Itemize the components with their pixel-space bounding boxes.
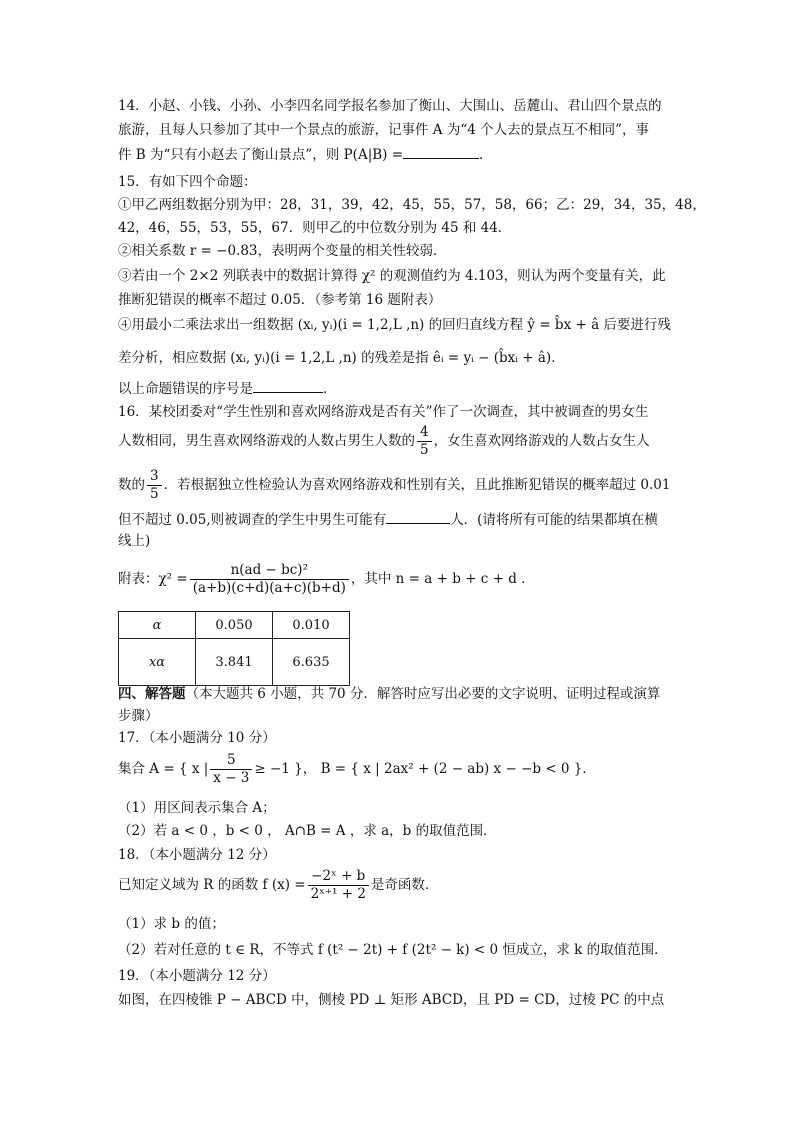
q18-sub1: （1）求 b 的值；	[118, 916, 225, 932]
q15-title: 15．有如下四个命题：	[118, 174, 257, 190]
formula-tail: ，其中 n = a + b + c + d ．	[350, 571, 535, 587]
q17-sub2: （2）若 a < 0 ，b < 0 ， A∩B = A ，求 a，b 的取值范围．	[118, 823, 497, 839]
critical-value-table	[118, 611, 350, 686]
fraction-numerator: 4	[417, 424, 432, 442]
set-a-prefix: 集合 A = { x |	[118, 761, 209, 777]
fraction-numerator: −2ˣ + b	[308, 868, 369, 886]
q17-set-definition	[118, 752, 596, 787]
q14-line3-text: 件 B 为“只有小赵去了衡山景点”，则 P(A|B) =	[118, 147, 404, 163]
table-cell: 0.050	[196, 612, 273, 639]
q17-title: 17．（本小题满分 10 分）	[118, 730, 276, 746]
q17-sub1: （1）用区间表示集合 A；	[118, 800, 276, 816]
q15-ask-end: ．	[323, 381, 337, 397]
q18-title: 18．（本小题满分 12 分）	[118, 847, 276, 863]
q16-line2-text-end: ，女生喜欢网络游戏的人数占女生人	[433, 433, 650, 449]
fraction-denominator: (a+b)(c+d)(a+c)(b+d)	[192, 580, 346, 596]
q15-ask-text: 以上命题错误的序号是	[118, 381, 253, 397]
q16-answer-blank[interactable]	[386, 509, 450, 524]
q16-line2-text: 人数相同，男生喜欢网络游戏的人数占男生人数的	[118, 433, 415, 449]
fraction-numerator: 5	[210, 752, 252, 770]
q15-answer-blank[interactable]	[253, 378, 323, 393]
q16-line4-text: 但不超过 0.05,则被调查的学生中男生可能有	[118, 512, 387, 528]
q16-line5: 线上)	[118, 533, 151, 549]
function-prefix: 已知定义域为 R 的函数 f (x) =	[118, 877, 306, 893]
q14-line1: 14．小赵、小钱、小孙、小李四名同学报名参加了衡山、大围山、岳麓山、君山四个景点的	[118, 98, 662, 114]
q14-line3	[118, 144, 493, 165]
q14-answer-blank[interactable]	[403, 144, 479, 159]
q15-prop3a: ③若由一个 2×2 列联表中的数据计算得 χ² 的观测值约为 4.103，则认为两个变量有关，此	[118, 268, 666, 284]
table-cell: xα	[119, 639, 196, 686]
q16-line2	[118, 424, 650, 459]
fraction-4-5	[417, 424, 432, 459]
function-suffix: 是奇函数．	[370, 877, 439, 893]
section-heading: 四、解答题	[118, 686, 186, 702]
table-cell: α	[119, 612, 196, 639]
q16-line3-text-end: ．若根据独立性检验认为喜欢网络游戏和性别有关，且此推断犯错误的概率超过 0.01	[163, 477, 671, 493]
q16-line1: 16．某校团委对“学生性别和喜欢网络游戏是否有关”作了一次调查，其中被调查的男女生	[118, 404, 649, 420]
q15-prop1a: ①甲乙两组数据分别为甲：28，31，39，42，45，55，57，58，66；乙：29，34，35，48，	[118, 197, 706, 213]
fraction-3-5	[147, 468, 162, 503]
fraction-denominator: 2ˣ⁺¹ + 2	[310, 886, 366, 902]
section4-heading-line	[118, 684, 660, 704]
table-row	[119, 639, 350, 686]
q14-line3-end: ．	[479, 147, 493, 163]
fraction-5-over-x-minus-3	[210, 752, 252, 787]
q15-prop1b: 42，46，55，53，55，67．则甲乙的中位数分别为 45 和 44．	[118, 220, 512, 236]
fraction-denominator: 5	[150, 486, 159, 502]
fraction-denominator: x − 3	[213, 770, 250, 786]
appendix-label: 附表：χ² =	[118, 571, 188, 587]
q18-sub2: （2）若对任意的 t ∈ R，不等式 f (t² − 2t) + f (2t² − k) < 0 恒成立，求 k 的取值范围．	[118, 942, 668, 958]
function-fraction	[308, 868, 369, 903]
q16-line3-text: 数的	[118, 477, 145, 493]
fraction-numerator: n(ad − bc)²	[190, 562, 349, 580]
q15-prop4a: ④用最小二乘法求出一组数据 (xᵢ, yᵢ)(i = 1,2,L ,n) 的回归直线方程 ŷ = b̂x + â 后要进行残	[118, 317, 671, 333]
q14-line2: 旅游，且每人只参加了其中一个景点的旅游，记事件 A 为“4 个人去的景点互不相同”，事	[118, 122, 650, 138]
table-cell: 6.635	[273, 639, 350, 686]
q16-appendix-formula	[118, 562, 535, 597]
section-description: （本大题共 6 小题，共 70 分．解答时应写出必要的文字说明、证明过程或演算	[185, 686, 661, 702]
q16-line4	[118, 509, 658, 530]
q19-line1: 如图，在四棱锥 P − ABCD 中，侧棱 PD ⊥ 矩形 ABCD，且 PD = CD，过棱 PC 的中点	[118, 992, 665, 1008]
q19-title: 19．（本小题满分 12 分）	[118, 968, 276, 984]
q15-ask	[118, 378, 337, 399]
q15-prop3b: 推断犯错误的概率不超过 0.05．（参考第 16 题附表）	[118, 292, 442, 308]
q16-line4-text-end: 人．(请将所有可能的结果都填在横	[450, 512, 658, 528]
table-cell: 3.841	[196, 639, 273, 686]
fraction-denominator: 5	[420, 442, 429, 458]
section4-desc2: 步骤）	[118, 708, 159, 724]
set-definition-rest: ≥ −1 }， B = { x | 2ax² + (2 − ab) x − −b < 0 }．	[254, 761, 596, 777]
q16-line3	[118, 468, 670, 503]
q18-function	[118, 868, 438, 903]
table-cell: 0.010	[273, 612, 350, 639]
q15-prop2: ②相关系数 r = −0.83，表明两个变量的相关性较弱．	[118, 243, 447, 259]
chi-square-fraction	[190, 562, 349, 597]
q15-prop4b: 差分析，相应数据 (xᵢ, yᵢ)(i = 1,2,L ,n) 的残差是指 êᵢ = yᵢ − (b̂xᵢ + â)．	[118, 350, 565, 366]
fraction-numerator: 3	[147, 468, 162, 486]
table-row	[119, 612, 350, 639]
